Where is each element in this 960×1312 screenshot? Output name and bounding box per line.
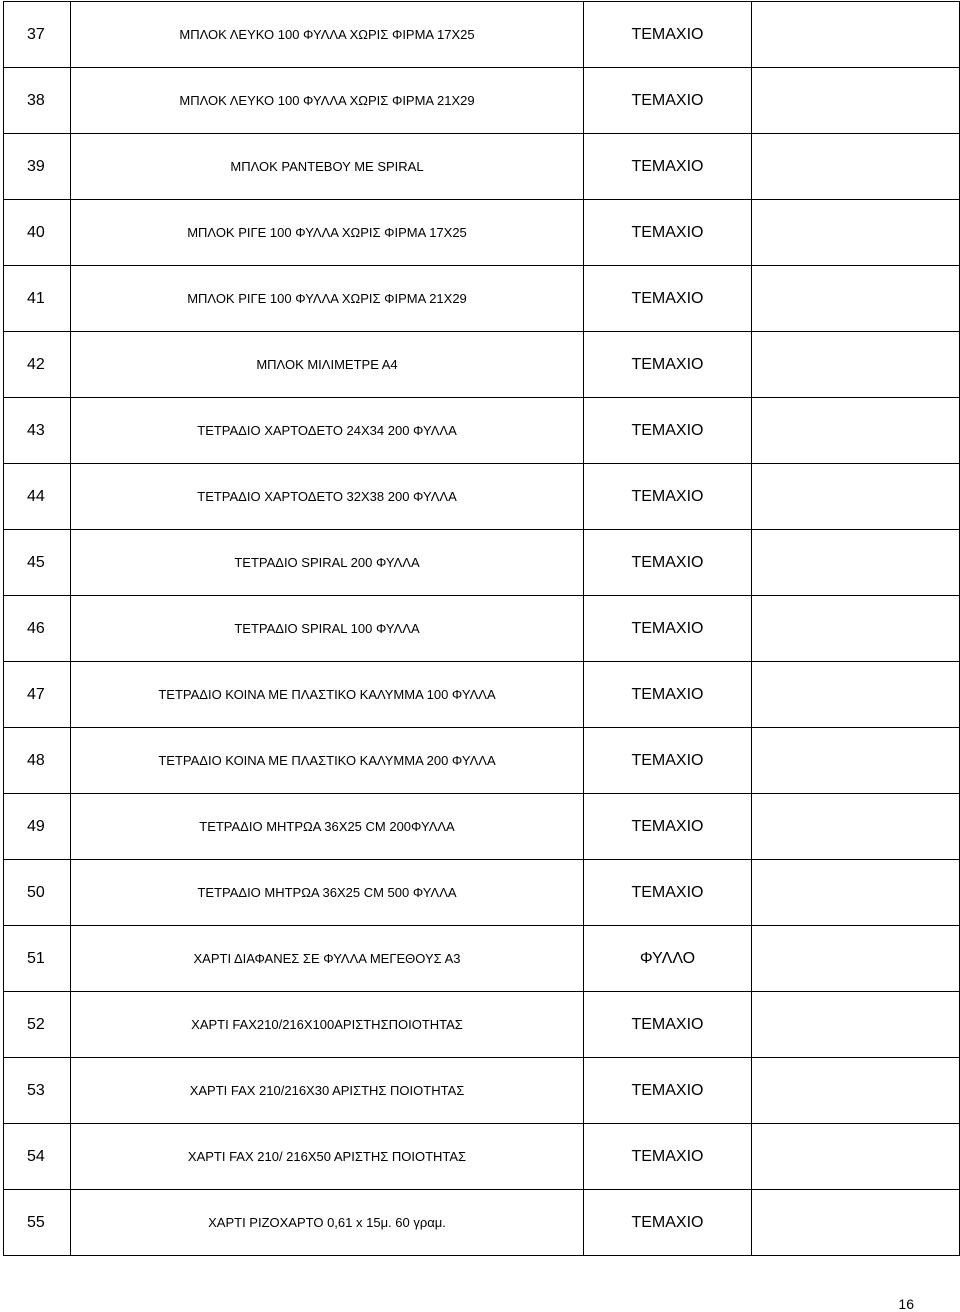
- item-description: ΜΠΛΟΚ ΜΙΛΙΜΕΤΡΕ Α4: [71, 332, 584, 398]
- item-description: ΜΠΛΟΚ ΡΙΓΕ 100 ΦΥΛΛΑ ΧΩΡΙΣ ΦΙΡΜΑ 21Χ29: [71, 266, 584, 332]
- item-description: ΜΠΛΟΚ ΛΕΥΚΟ 100 ΦΥΛΛΑ ΧΩΡΙΣ ΦΙΡΜΑ 21Χ29: [71, 68, 584, 134]
- item-empty-cell: [752, 662, 960, 728]
- item-number: 51: [4, 926, 71, 992]
- item-unit: ΤΕΜΑΧΙΟ: [584, 332, 752, 398]
- item-description: ΤΕΤΡΑΔΙΟ SPIRAL 200 ΦΥΛΛΑ: [71, 530, 584, 596]
- table-row: [4, 332, 960, 398]
- item-description: ΤΕΤΡΑΔΙΟ ΚΟΙΝΑ ΜΕ ΠΛΑΣΤΙΚΟ ΚΑΛΥΜΜΑ 200 ΦΥΛΛΑ: [71, 728, 584, 794]
- item-unit: ΤΕΜΑΧΙΟ: [584, 68, 752, 134]
- item-unit: ΦΥΛΛΟ: [584, 926, 752, 992]
- table-row: [4, 398, 960, 464]
- item-empty-cell: [752, 464, 960, 530]
- table-row: [4, 1058, 960, 1124]
- item-empty-cell: [752, 200, 960, 266]
- item-description: ΧΑΡΤΙ FAX210/216Χ100ΑΡΙΣΤΗΣΠΟΙΟΤΗΤΑΣ: [71, 992, 584, 1058]
- item-unit: ΤΕΜΑΧΙΟ: [584, 464, 752, 530]
- table-row: [4, 464, 960, 530]
- item-empty-cell: [752, 1058, 960, 1124]
- item-description: ΤΕΤΡΑΔΙΟ ΜΗΤΡΩΑ 36Χ25 CM 500 ΦΥΛΛΑ: [71, 860, 584, 926]
- item-description: ΧΑΡΤΙ FAX 210/ 216Χ50 ΑΡΙΣΤΗΣ ΠΟΙΟΤΗΤΑΣ: [71, 1124, 584, 1190]
- item-number: 54: [4, 1124, 71, 1190]
- item-number: 41: [4, 266, 71, 332]
- items-table-body: [4, 2, 960, 1256]
- table-row: [4, 266, 960, 332]
- item-description: ΜΠΛΟΚ ΡΙΓΕ 100 ΦΥΛΛΑ ΧΩΡΙΣ ΦΙΡΜΑ 17Χ25: [71, 200, 584, 266]
- item-number: 47: [4, 662, 71, 728]
- table-row: [4, 926, 960, 992]
- item-description: ΤΕΤΡΑΔΙΟ ΜΗΤΡΩΑ 36Χ25 CM 200ΦΥΛΛΑ: [71, 794, 584, 860]
- table-row: [4, 596, 960, 662]
- item-unit: ΤΕΜΑΧΙΟ: [584, 2, 752, 68]
- item-empty-cell: [752, 2, 960, 68]
- table-row: [4, 728, 960, 794]
- table-row: [4, 1190, 960, 1256]
- table-row: [4, 794, 960, 860]
- item-description: ΤΕΤΡΑΔΙΟ ΚΟΙΝΑ ΜΕ ΠΛΑΣΤΙΚΟ ΚΑΛΥΜΜΑ 100 ΦΥΛΛΑ: [71, 662, 584, 728]
- item-description: ΤΕΤΡΑΔΙΟ ΧΑΡΤΟΔΕΤΟ 32Χ38 200 ΦΥΛΛΑ: [71, 464, 584, 530]
- item-empty-cell: [752, 266, 960, 332]
- item-unit: ΤΕΜΑΧΙΟ: [584, 860, 752, 926]
- item-description: ΜΠΛΟΚ ΡΑΝΤΕΒΟΥ ΜΕ SPIRAL: [71, 134, 584, 200]
- item-number: 39: [4, 134, 71, 200]
- item-description: ΤΕΤΡΑΔΙΟ SPIRAL 100 ΦΥΛΛΑ: [71, 596, 584, 662]
- item-empty-cell: [752, 860, 960, 926]
- item-empty-cell: [752, 398, 960, 464]
- item-number: 45: [4, 530, 71, 596]
- item-unit: ΤΕΜΑΧΙΟ: [584, 992, 752, 1058]
- table-row: [4, 662, 960, 728]
- item-number: 48: [4, 728, 71, 794]
- item-description: ΤΕΤΡΑΔΙΟ ΧΑΡΤΟΔΕΤΟ 24Χ34 200 ΦΥΛΛΑ: [71, 398, 584, 464]
- item-number: 37: [4, 2, 71, 68]
- item-number: 38: [4, 68, 71, 134]
- item-number: 40: [4, 200, 71, 266]
- item-number: 53: [4, 1058, 71, 1124]
- item-number: 46: [4, 596, 71, 662]
- item-number: 43: [4, 398, 71, 464]
- item-empty-cell: [752, 1190, 960, 1256]
- table-row: [4, 200, 960, 266]
- item-unit: ΤΕΜΑΧΙΟ: [584, 266, 752, 332]
- item-unit: ΤΕΜΑΧΙΟ: [584, 1058, 752, 1124]
- table-row: [4, 530, 960, 596]
- item-empty-cell: [752, 794, 960, 860]
- item-description: ΧΑΡΤΙ ΡΙΖΟΧΑΡΤΟ 0,61 x 15μ. 60 γραμ.: [71, 1190, 584, 1256]
- item-empty-cell: [752, 1124, 960, 1190]
- items-table: [3, 1, 960, 1256]
- item-unit: ΤΕΜΑΧΙΟ: [584, 596, 752, 662]
- item-unit: ΤΕΜΑΧΙΟ: [584, 200, 752, 266]
- item-unit: ΤΕΜΑΧΙΟ: [584, 1124, 752, 1190]
- table-row: [4, 2, 960, 68]
- item-unit: ΤΕΜΑΧΙΟ: [584, 530, 752, 596]
- item-unit: ΤΕΜΑΧΙΟ: [584, 662, 752, 728]
- item-empty-cell: [752, 530, 960, 596]
- item-number: 52: [4, 992, 71, 1058]
- item-number: 49: [4, 794, 71, 860]
- table-row: [4, 68, 960, 134]
- table-row: [4, 992, 960, 1058]
- item-unit: ΤΕΜΑΧΙΟ: [584, 728, 752, 794]
- item-description: ΧΑΡΤΙ FAX 210/216Χ30 ΑΡΙΣΤΗΣ ΠΟΙΟΤΗΤΑΣ: [71, 1058, 584, 1124]
- item-empty-cell: [752, 926, 960, 992]
- item-description: ΧΑΡΤΙ ΔΙΑΦΑΝΕΣ ΣΕ ΦΥΛΛΑ ΜΕΓΕΘΟΥΣ Α3: [71, 926, 584, 992]
- item-unit: ΤΕΜΑΧΙΟ: [584, 134, 752, 200]
- table-row: [4, 1124, 960, 1190]
- item-number: 44: [4, 464, 71, 530]
- item-unit: ΤΕΜΑΧΙΟ: [584, 398, 752, 464]
- item-empty-cell: [752, 596, 960, 662]
- page-number: 16: [898, 1296, 914, 1312]
- item-number: 42: [4, 332, 71, 398]
- table-row: [4, 860, 960, 926]
- item-empty-cell: [752, 68, 960, 134]
- item-number: 50: [4, 860, 71, 926]
- item-empty-cell: [752, 134, 960, 200]
- item-empty-cell: [752, 332, 960, 398]
- item-empty-cell: [752, 728, 960, 794]
- item-unit: ΤΕΜΑΧΙΟ: [584, 1190, 752, 1256]
- item-unit: ΤΕΜΑΧΙΟ: [584, 794, 752, 860]
- item-description: ΜΠΛΟΚ ΛΕΥΚΟ 100 ΦΥΛΛΑ ΧΩΡΙΣ ΦΙΡΜΑ 17Χ25: [71, 2, 584, 68]
- item-number: 55: [4, 1190, 71, 1256]
- table-row: [4, 134, 960, 200]
- item-empty-cell: [752, 992, 960, 1058]
